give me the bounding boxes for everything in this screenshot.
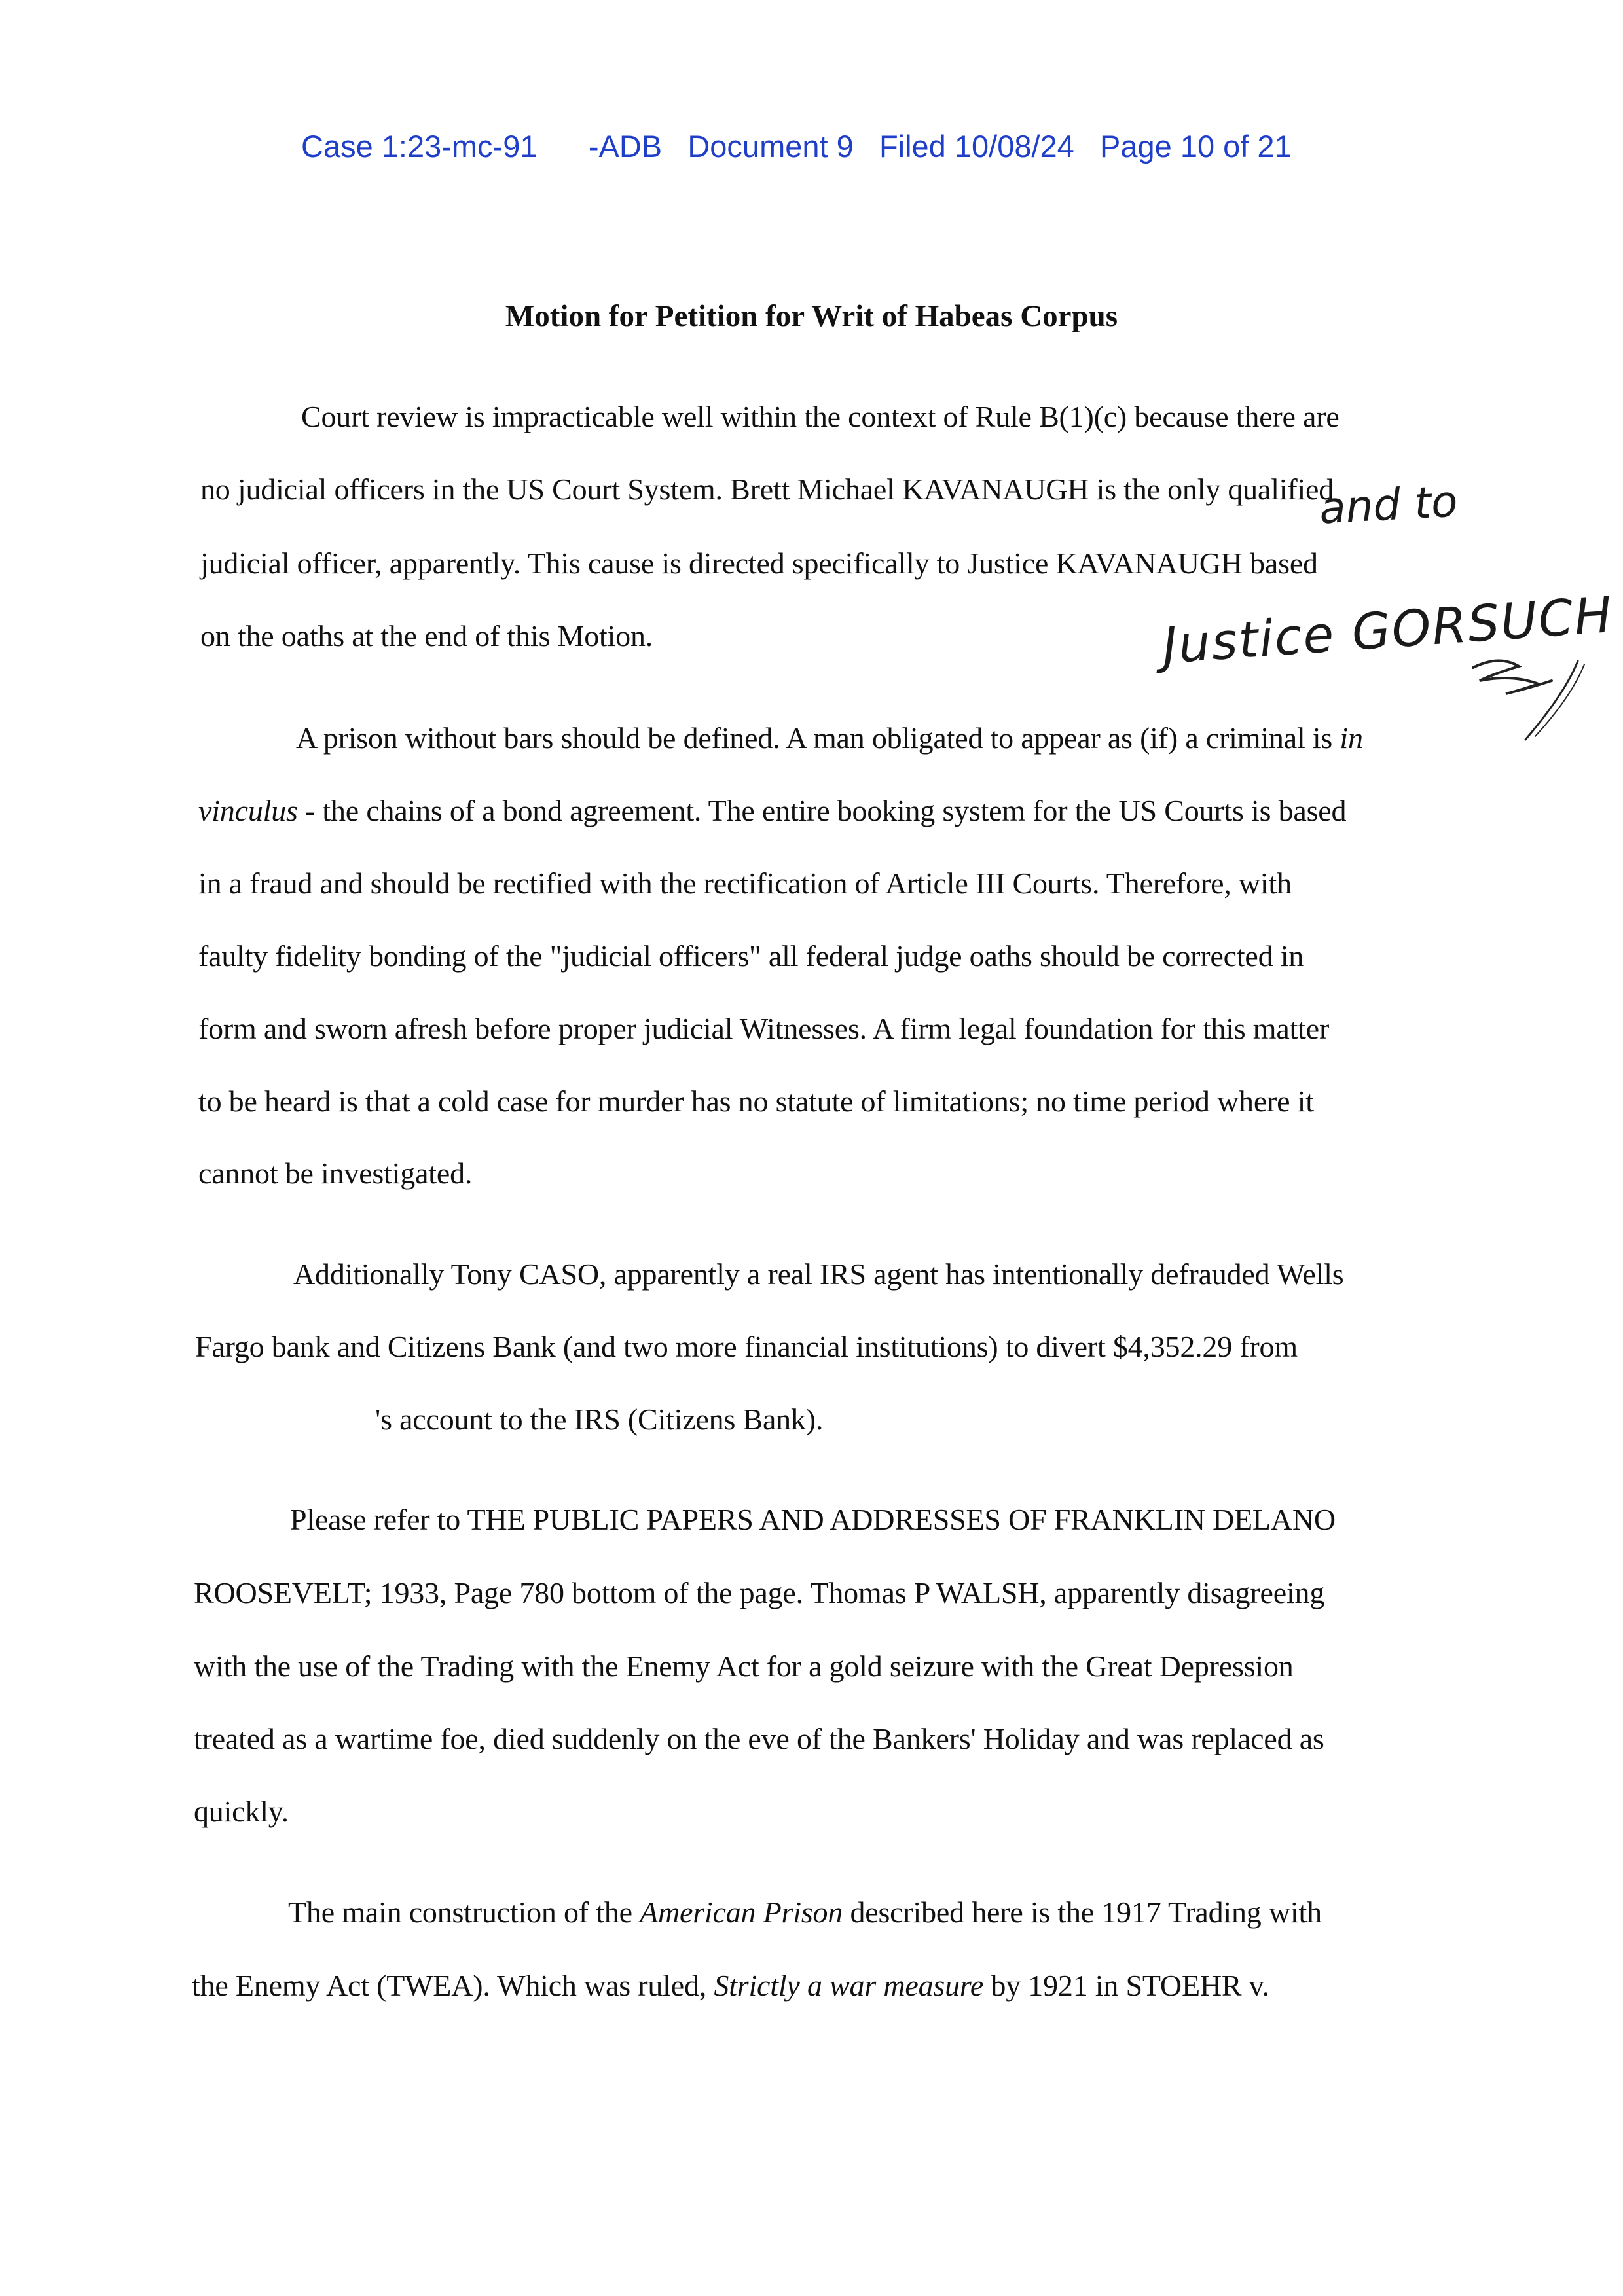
body-line: Court review is impracticable well within the context of Rule B(1)(c) because there are [301,400,1340,433]
body-line: ROOSEVELT; 1933, Page 780 bottom of the page. Thomas P WALSH, apparently disagreeing [194,1576,1325,1609]
body-line: to be heard is that a cold case for murder has no statute of limitations; no time period where it [198,1085,1314,1118]
body-line: Please refer to THE PUBLIC PAPERS AND ADDRESSES OF FRANKLIN DELANO [290,1503,1336,1536]
body-line: no judicial officers in the US Court System. Brett Michael KAVANAUGH is the only qualified [200,473,1334,506]
body-line: faulty fidelity bonding of the "judicial officers" all federal judge oaths should be corrected in [198,939,1304,973]
filed-date: Filed 10/08/24 [879,129,1074,164]
body-line: cannot be investigated. [198,1157,473,1190]
body-line: A prison without bars should be defined. A man obligated to appear as (if) a criminal is in [296,721,1363,755]
page-number: Page 10 of 21 [1100,129,1292,164]
body-line: quickly. [194,1795,289,1828]
body-line: form and sworn afresh before proper judicial Witnesses. A firm legal foundation for this matter [198,1012,1330,1045]
body-line: Additionally Tony CASO, apparently a real IRS agent has intentionally defrauded Wells [293,1257,1344,1291]
body-line: vinculus - the chains of a bond agreement. The entire booking system for the US Courts is based [198,794,1347,827]
handwritten-note-line2: Justice GORSUCH [1160,585,1615,675]
filing-header [301,128,1292,164]
document-title: Motion for Petition for Writ of Habeas Corpus [505,299,1118,333]
body-line: Fargo bank and Citizens Bank (and two more financial institutions) to divert $4,352.29 from [195,1330,1298,1363]
body-line: with the use of the Trading with the Enemy Act for a gold seizure with the Great Depression [194,1649,1294,1683]
body-line: The main construction of the American Prison described here is the 1917 Trading with [288,1895,1322,1929]
body-line: on the oaths at the end of this Motion. [200,619,653,653]
body-line: 's account to the IRS (Citizens Bank). [375,1403,824,1436]
body-line: judicial officer, apparently. This cause is directed specifically to Justice KAVANAUGH based [200,547,1318,580]
case-number: Case 1:23-mc-91 [301,129,538,164]
body-line: treated as a wartime foe, died suddenly on the eve of the Bankers' Holiday and was replaced as [194,1722,1324,1755]
handwritten-signature-scribble [1453,648,1604,753]
document-number: Document 9 [687,129,854,164]
body-line: the Enemy Act (TWEA). Which was ruled, Strictly a war measure by 1921 in STOEHR v. [192,1969,1269,2002]
handwritten-note-line1: and to [1318,476,1459,534]
body-line: in a fraud and should be rectified with the rectification of Article III Courts. Therefore, with [198,867,1292,900]
case-suffix: -ADB [588,129,663,164]
